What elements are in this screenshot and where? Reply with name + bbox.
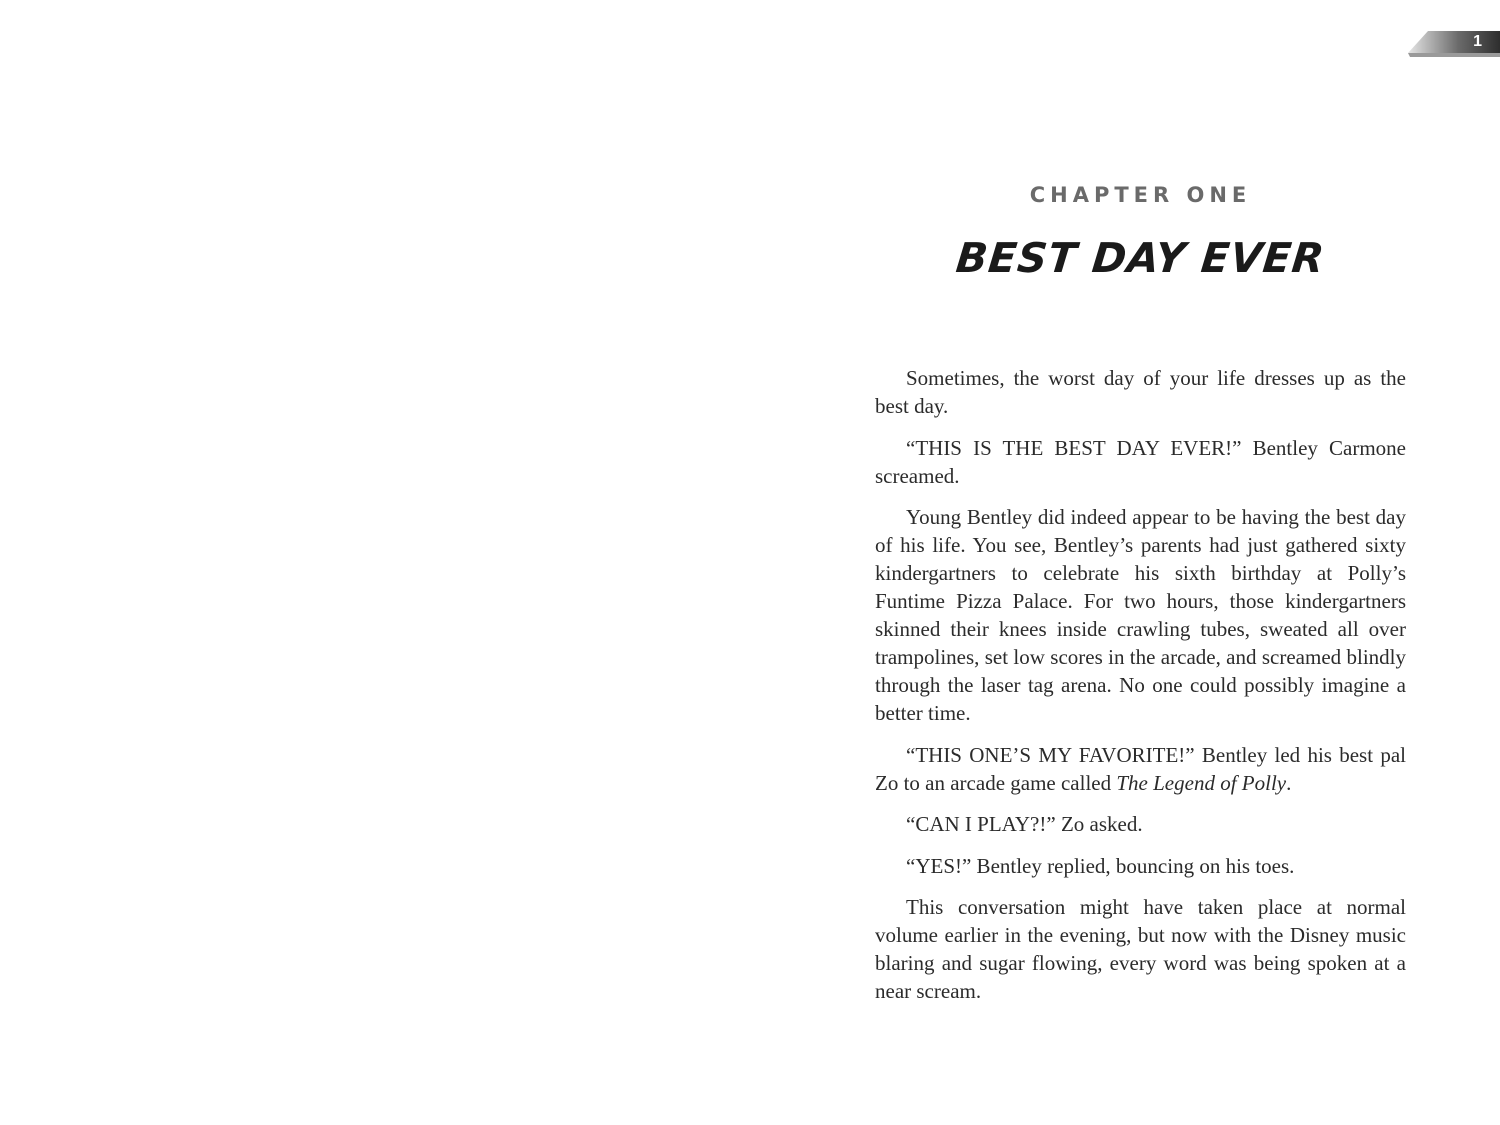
chapter-title: BEST DAY EVER (953, 234, 1328, 282)
paragraph-text: . (1286, 770, 1292, 795)
paragraph: “THIS IS THE BEST DAY EVER!” Bentley Carmone screamed. (875, 435, 1406, 488)
paragraph: Sometimes, the worst day of your life dresses up as the best day. (875, 366, 1406, 418)
page-number: 1 (1473, 33, 1482, 50)
paragraph: “CAN I PLAY?!” Zo asked. (906, 812, 1143, 836)
paragraph-text: “THIS ONE’S MY FAVORITE!” Bentley led his best pal Zo to an arcade game called (875, 742, 1406, 795)
page-tab-shape (1408, 31, 1500, 57)
paragraph: This conversation might have taken place at normal volume earlier in the evening, but now with the Disney music blaring and sugar flowing, every word was being spoken at a near scream. (875, 895, 1406, 1003)
chapter-label: CHAPTER ONE (1029, 183, 1252, 207)
page-number-tab (1408, 31, 1500, 57)
paragraph: Young Bentley did indeed appear to be having the best day of his life. You see, Bentley’s parents had just gathered sixty kindergartners to celebrate his sixth birthday at Polly’s Funtime Pizza Palace. For two hours, those kindergartners skinned their knees inside crawling tubes, sweated all over trampolines, set low scores in the arcade, and screamed blindly through the laser tag arena. No one could possibly imagine a better time. (875, 505, 1406, 725)
chapter-body (875, 364, 1406, 1019)
game-title: The Legend of Polly (1116, 770, 1287, 795)
paragraph: “YES!” Bentley replied, bouncing on his toes. (906, 853, 1295, 878)
paragraph (875, 741, 1406, 797)
